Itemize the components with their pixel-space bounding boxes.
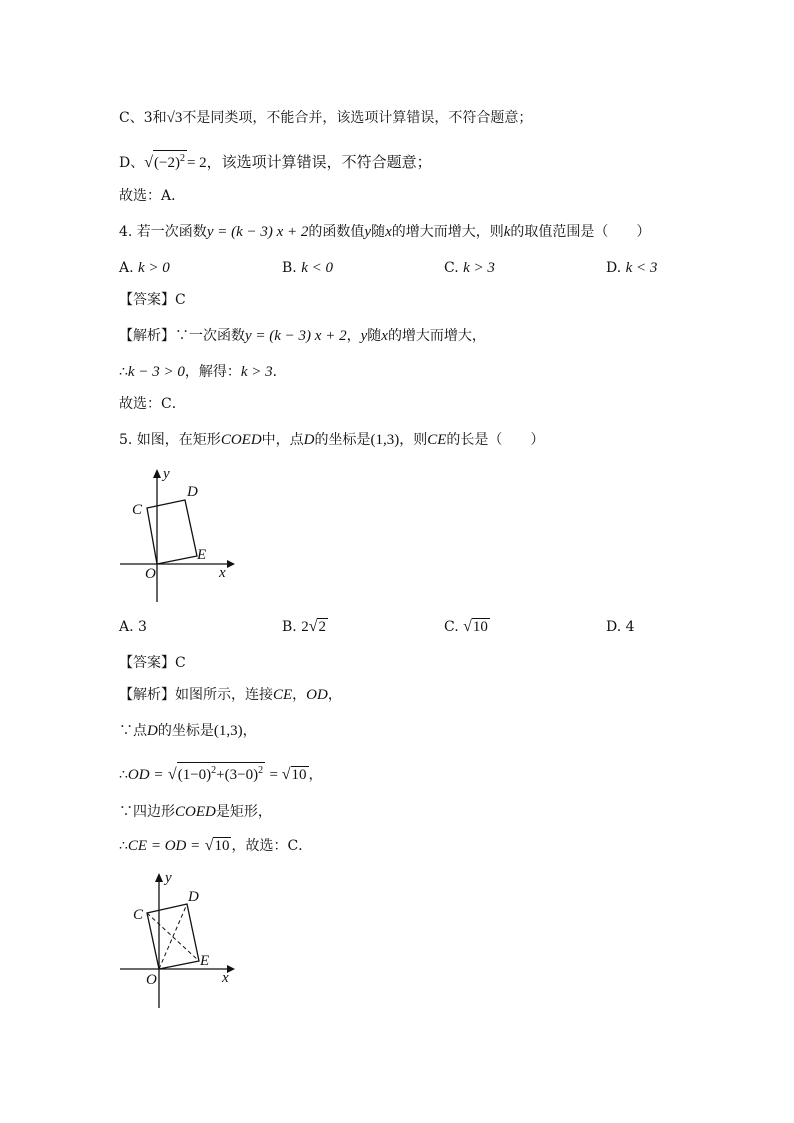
text: 的长是（ ） <box>446 432 545 448</box>
text: 的坐标是 <box>157 723 214 739</box>
answer-label: 【答案】 <box>119 292 175 308</box>
math: y <box>360 328 368 344</box>
text: ∵一次函数 <box>175 328 245 344</box>
label-d: D <box>187 484 198 500</box>
q4-option-a <box>119 258 170 278</box>
math: x <box>385 224 392 240</box>
text: 中，点 <box>261 432 304 448</box>
text: ， <box>327 687 342 703</box>
q5-analysis-line-2 <box>119 721 257 741</box>
coefficient: 2 <box>301 619 309 635</box>
math: k > 3 <box>240 364 273 380</box>
label-o: O <box>145 566 156 582</box>
math: COED <box>220 432 262 448</box>
x-axis-arrow <box>227 560 235 568</box>
radicand: 10 <box>291 767 307 783</box>
radicand: 10 <box>472 619 488 635</box>
label: B. <box>282 260 297 276</box>
text: 不是同类项，不能合并，该选项计算错误，不符合题意； <box>182 110 533 126</box>
label-o: O <box>146 972 157 988</box>
radical-sign: √ <box>281 766 291 783</box>
rectangle-coed-diagonals-figure <box>115 868 240 1013</box>
exponent: 2 <box>179 153 185 164</box>
text: 的取值范围是（ ） <box>510 224 651 240</box>
radical-sign: √ <box>308 618 318 635</box>
diagonal-od <box>159 904 187 969</box>
text: 的增大而增大，则 <box>391 224 504 240</box>
text: ∵四边形 <box>119 804 175 820</box>
y-axis-arrow <box>153 469 161 478</box>
text: 5. 如图，在矩形 <box>119 432 221 448</box>
text: ∴ <box>119 364 128 380</box>
q5-analysis-line-1 <box>119 685 342 705</box>
text: ，故选：C． <box>231 838 313 854</box>
sqrt-3: √3 <box>166 110 183 126</box>
label-d: D <box>188 889 199 905</box>
math: k − 3 > 0 <box>127 364 185 380</box>
radicand: 2 <box>318 619 326 635</box>
math: y = (k − 3) x + 2 <box>245 328 347 344</box>
diagonal-ce <box>147 913 199 961</box>
q5-analysis-line-3 <box>119 762 323 785</box>
math: OD <box>306 687 328 703</box>
radical-sign: √ <box>463 618 472 635</box>
label: B. <box>282 619 297 635</box>
option-d-explanation <box>119 150 432 173</box>
text: D、 <box>119 155 145 171</box>
math: x <box>381 328 388 344</box>
math: D <box>147 723 158 739</box>
math: COED <box>175 804 216 820</box>
answer-label: 【答案】 <box>119 655 175 671</box>
q4-answer <box>119 290 186 310</box>
radicand <box>177 762 265 783</box>
text: 随 <box>371 224 386 240</box>
q4-stem <box>119 222 650 242</box>
math: k > 0 <box>138 260 170 276</box>
radicand-base: (−2) <box>154 155 180 171</box>
text: ∵点 <box>119 723 147 739</box>
radical-sign: √ <box>204 837 214 854</box>
text: ∴ <box>119 767 128 783</box>
q5-answer <box>119 653 186 673</box>
text: C、3和 <box>119 110 167 126</box>
text: ， <box>308 767 323 783</box>
math: CE <box>427 432 447 448</box>
radical-sign: √ <box>167 766 177 783</box>
label: A. <box>119 260 134 276</box>
term: (1−0) <box>177 767 212 783</box>
math: k > 3 <box>463 260 495 276</box>
q5-option-d: D. 4 <box>606 619 635 635</box>
radicand: 10 <box>214 838 230 854</box>
text: ， <box>346 328 361 344</box>
q4-analysis-line-2 <box>119 362 287 382</box>
math: CE = OD = <box>127 838 201 854</box>
math: OD = <box>127 767 164 783</box>
text: 的增大而增大， <box>387 328 486 344</box>
rectangle-coed-figure <box>115 466 240 606</box>
q4-option-b <box>282 258 333 278</box>
text: 如图所示，连接 <box>175 687 273 703</box>
exponent: 2 <box>258 765 264 776</box>
text: ，解得： <box>184 364 241 380</box>
q5-stem <box>119 430 544 450</box>
q4-option-d <box>606 258 657 278</box>
text: = <box>269 767 282 783</box>
text: 的坐标是 <box>314 432 371 448</box>
q5-option-c <box>444 617 490 637</box>
radical-sign: √ <box>144 154 154 171</box>
label-x: x <box>219 565 226 581</box>
text: ， <box>242 723 257 739</box>
math: k < 3 <box>625 260 658 276</box>
label-x: x <box>222 970 229 986</box>
label-y: y <box>163 466 170 482</box>
label-c: C <box>133 907 144 923</box>
text: ，则 <box>399 432 428 448</box>
y-axis-arrow <box>155 873 163 882</box>
q5-option-a: A. 3 <box>119 619 147 635</box>
text: 是矩形， <box>215 804 272 820</box>
text: = 2，该选项计算错误，不符合题意； <box>186 155 432 171</box>
q5-analysis-line-5 <box>119 836 312 856</box>
label-e: E <box>197 547 207 563</box>
rectangle-coed <box>147 500 197 564</box>
label-c: C <box>132 502 143 518</box>
text: ， <box>292 687 307 703</box>
math: D <box>303 432 315 448</box>
term: +(3−0) <box>216 767 259 783</box>
q5-option-b <box>282 617 328 637</box>
q3-choice: 故选：A． <box>119 188 186 204</box>
text: 【解析】 <box>119 328 175 344</box>
text: 4. 若一次函数 <box>119 224 207 240</box>
option-c-explanation <box>119 108 532 128</box>
text: 的函数值 <box>308 224 365 240</box>
math: k < 0 <box>301 260 333 276</box>
label: D. <box>606 260 622 276</box>
q4-choice: 故选：C． <box>119 396 186 412</box>
math: (1,3) <box>213 723 243 739</box>
radicand <box>153 150 187 171</box>
label: C. <box>444 619 459 635</box>
math: y = (k − 3) x + 2 <box>206 224 309 240</box>
q4-option-c <box>444 258 495 278</box>
exponent: 2 <box>211 765 217 776</box>
label: C. <box>444 260 459 276</box>
math: k <box>503 224 511 240</box>
text: 随 <box>367 328 382 344</box>
text: ∴ <box>119 838 128 854</box>
answer-value: C <box>175 292 186 308</box>
math: y <box>364 224 372 240</box>
text: ． <box>272 364 287 380</box>
q4-analysis-line-1 <box>119 326 486 346</box>
answer-value: C <box>175 655 186 671</box>
math: CE <box>273 687 293 703</box>
q5-analysis-line-4 <box>119 802 272 822</box>
label-e: E <box>200 953 210 969</box>
label-y: y <box>165 870 172 886</box>
text: 【解析】 <box>119 687 175 703</box>
math: (1,3) <box>370 432 400 448</box>
